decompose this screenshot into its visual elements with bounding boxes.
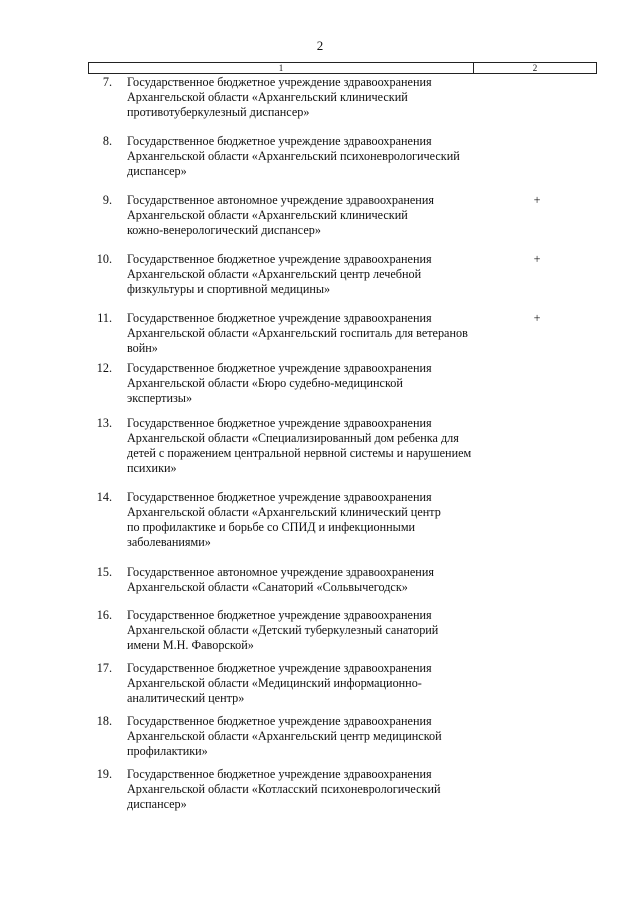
row-number: 12. (96, 361, 112, 375)
row-number: 9. (102, 193, 112, 207)
row-number: 17. (96, 661, 112, 675)
column-2-mark: + (533, 311, 541, 325)
column-2-mark: + (533, 193, 541, 207)
institution-name: Государственное бюджетное учреждение здравоохранения Архангельской области «Специализированный дом ребенка для детей с поражением центральной нервной системы и нарушением психики» (127, 416, 472, 475)
institution-name: Государственное бюджетное учреждение здравоохранения Архангельской области «Медицинский информационно- аналитический центр» (127, 661, 432, 705)
institution-name: Государственное бюджетное учреждение здравоохранения Архангельской области «Детский туберкулезный санаторий имени М.Н. Фаворской» (127, 608, 439, 652)
header-col-1: 1 (89, 63, 474, 73)
institution-name: Государственное бюджетное учреждение здравоохранения Архангельской области «Котласский психоневрологический диспансер» (127, 767, 441, 811)
institution-name: Государственное автономное учреждение здравоохранения Архангельской области «Санаторий «Сольвычегодск» (127, 565, 434, 594)
row-number: 19. (96, 767, 112, 781)
row-number: 10. (96, 252, 112, 266)
row-number: 16. (96, 608, 112, 622)
row-number: 13. (96, 416, 112, 430)
column-2-mark: + (533, 252, 541, 266)
row-number: 11. (97, 311, 112, 325)
institution-name: Государственное бюджетное учреждение здравоохранения Архангельской области «Архангельский центр лечебной физкультуры и спортивной медицины» (127, 252, 432, 296)
institution-name: Государственное бюджетное учреждение здравоохранения Архангельской области «Архангельский центр медицинской профилактики» (127, 714, 442, 758)
row-number: 14. (96, 490, 112, 504)
institution-name: Государственное бюджетное учреждение здравоохранения Архангельской области «Архангельский психоневрологический диспансер» (127, 134, 460, 178)
institution-name: Государственное бюджетное учреждение здравоохранения Архангельской области «Архангельский клинический противотуберкулезный диспансер» (127, 75, 432, 119)
institution-name: Государственное бюджетное учреждение здравоохранения Архангельской области «Архангельский госпиталь для ветеранов войн» (127, 311, 468, 355)
institution-name: Государственное бюджетное учреждение здравоохранения Архангельской области «Архангельский клинический центр по профилактике и борьбе со СПИД и инфекционными заболеваниями» (127, 490, 441, 549)
institution-name: Государственное бюджетное учреждение здравоохранения Архангельской области «Бюро судебно-медицинской экспертизы» (127, 361, 432, 405)
row-number: 7. (102, 75, 112, 89)
institution-name: Государственное автономное учреждение здравоохранения Архангельской области «Архангельский клинический кожно-венерологический диспансер» (127, 193, 434, 237)
table-header (88, 62, 597, 74)
page-number: 2 (316, 38, 324, 53)
row-number: 15. (96, 565, 112, 579)
row-number: 18. (96, 714, 112, 728)
row-number: 8. (102, 134, 112, 148)
header-col-2: 2 (532, 63, 538, 73)
